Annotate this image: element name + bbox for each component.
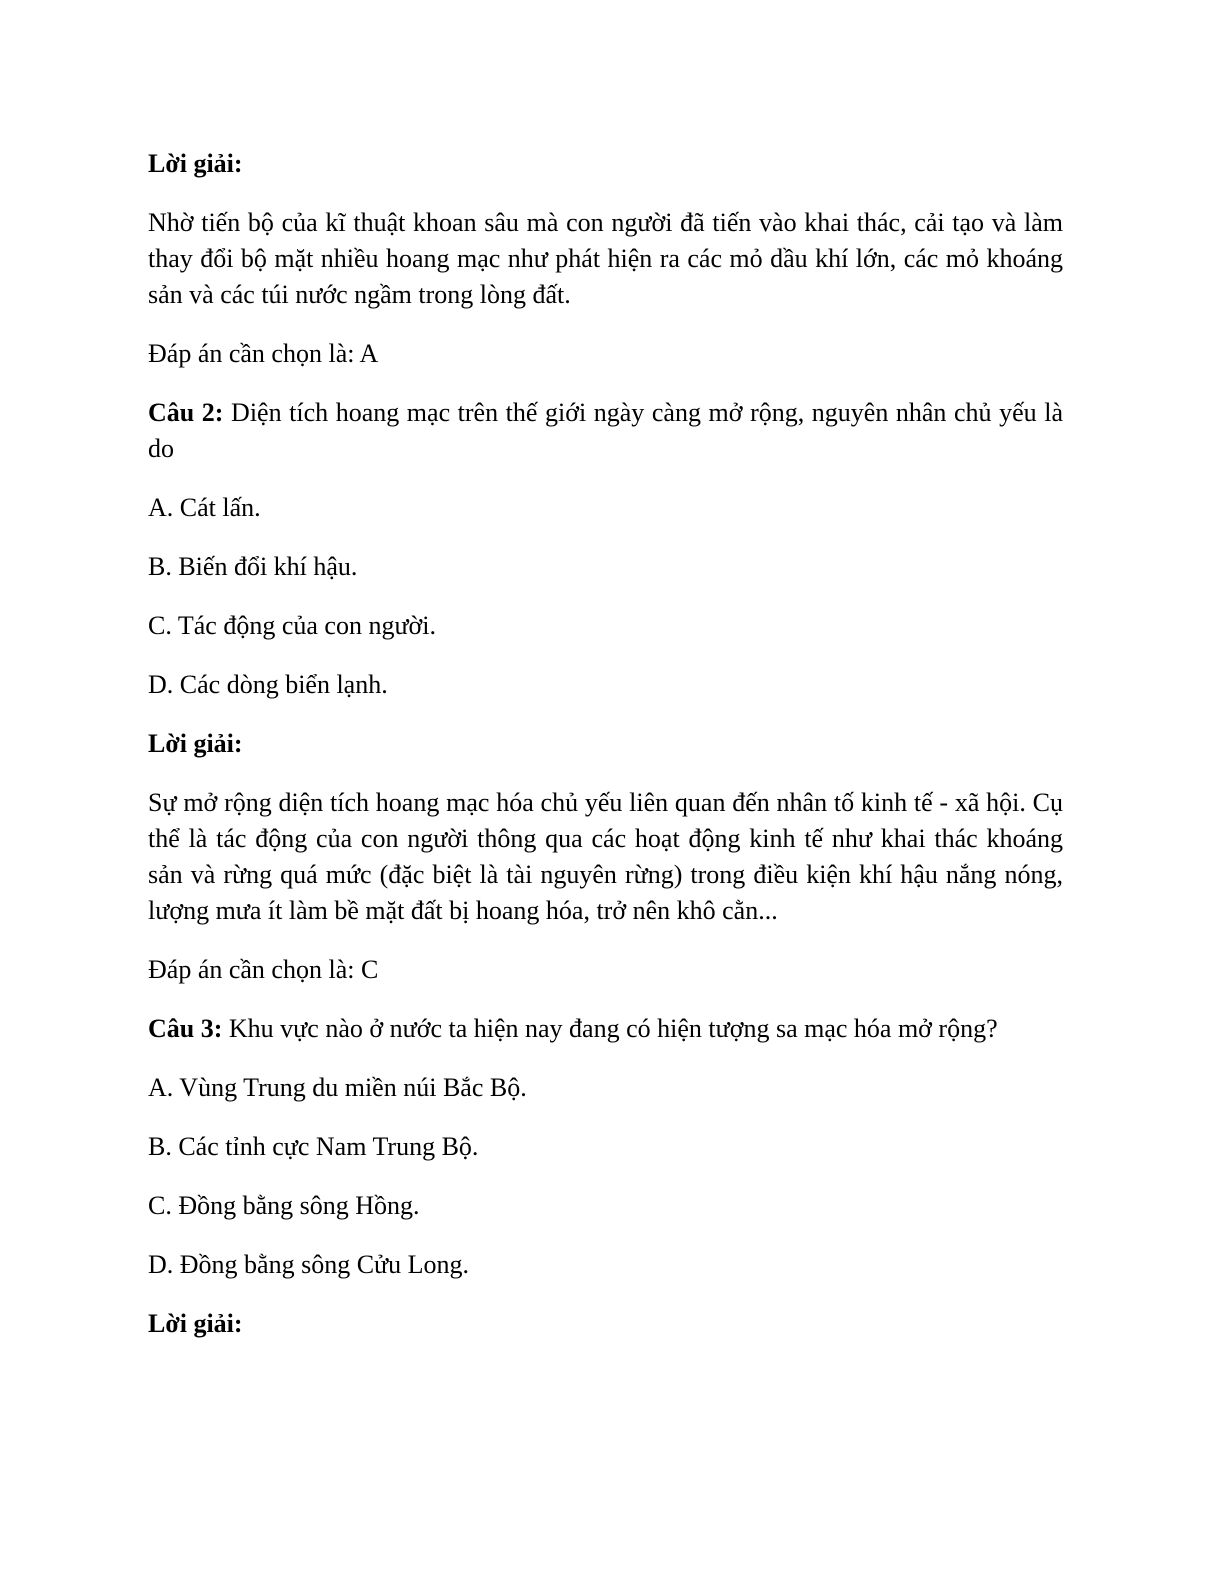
question-2-label: Câu 2: bbox=[148, 398, 224, 427]
question-2-option-a: A. Cát lấn. bbox=[148, 493, 261, 522]
question-3 bbox=[148, 1011, 1063, 1047]
answer-line-1: Đáp án cần chọn là: A bbox=[148, 339, 379, 368]
solution-text-1: Nhờ tiến bộ của kĩ thuật khoan sâu mà con người đã tiến vào khai thác, cải tạo và làm thay đổi bộ mặt nhiều hoang mạc như phát hiện ra các mỏ dầu khí lớn, các mỏ khoáng sản và các túi nước ngầm trong lòng đất. bbox=[148, 208, 1063, 309]
solution-heading-1: Lời giải: bbox=[148, 149, 243, 178]
question-3-option-d: D. Đồng bằng sông Cửu Long. bbox=[148, 1250, 470, 1279]
question-3-option-b: B. Các tỉnh cực Nam Trung Bộ. bbox=[148, 1132, 479, 1161]
question-3-option-a: A. Vùng Trung du miền núi Bắc Bộ. bbox=[148, 1073, 527, 1102]
question-3-option-c: C. Đồng bằng sông Hồng. bbox=[148, 1191, 420, 1220]
answer-line-2: Đáp án cần chọn là: C bbox=[148, 955, 379, 984]
solution-text-2: Sự mở rộng diện tích hoang mạc hóa chủ yếu liên quan đến nhân tố kinh tế - xã hội. Cụ thể là tác động của con người thông qua các hoạt động kinh tế như khai thác khoáng sản và rừng quá mức (đặc biệt là tài nguyên rừng) trong điều kiện khí hậu nắng nóng, lượng mưa ít làm bề mặt đất bị hoang hóa, trở nên khô cằn... bbox=[148, 788, 1063, 925]
solution-heading-2: Lời giải: bbox=[148, 729, 243, 758]
question-2-option-b: B. Biến đổi khí hậu. bbox=[148, 552, 358, 581]
document-page bbox=[148, 146, 1063, 1342]
question-2 bbox=[148, 395, 1063, 467]
question-2-text: Diện tích hoang mạc trên thế giới ngày càng mở rộng, nguyên nhân chủ yếu là do bbox=[148, 398, 1063, 463]
question-3-text: Khu vực nào ở nước ta hiện nay đang có hiện tượng sa mạc hóa mở rộng? bbox=[222, 1014, 998, 1043]
question-3-label: Câu 3: bbox=[148, 1014, 223, 1043]
solution-heading-3: Lời giải: bbox=[148, 1309, 243, 1338]
question-2-option-d: D. Các dòng biển lạnh. bbox=[148, 670, 388, 699]
question-2-option-c: C. Tác động của con người. bbox=[148, 611, 437, 640]
